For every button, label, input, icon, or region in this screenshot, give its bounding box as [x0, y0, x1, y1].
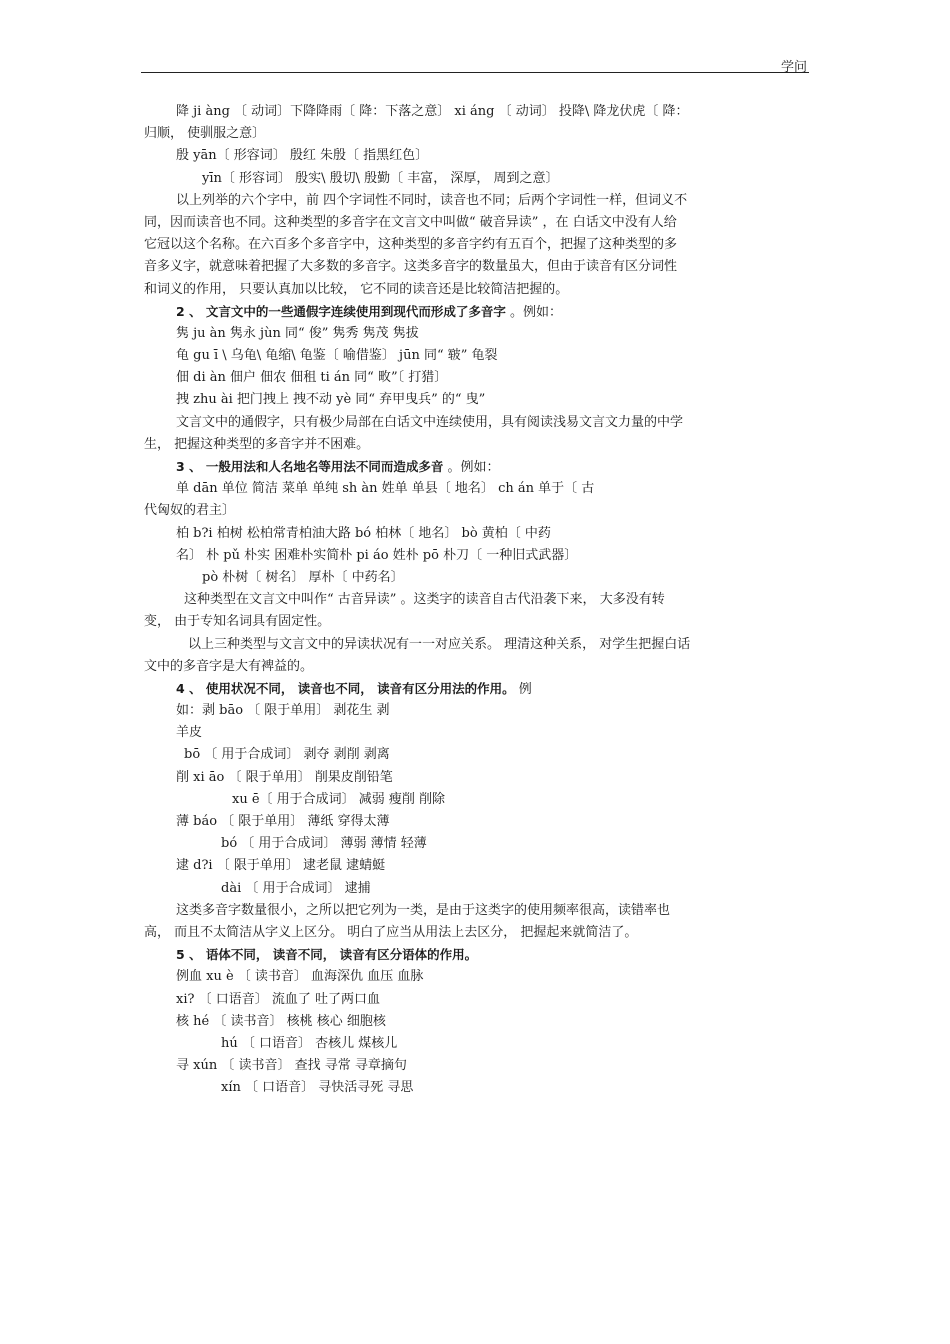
section-heading — [144, 301, 808, 323]
line-tail: 例 — [514, 681, 532, 697]
line-text: 佃 di àn 佃户 佃农 佃租 ti án 同“ 畋”〔 打猎〕 — [176, 370, 448, 386]
text-line — [144, 434, 808, 456]
text-line — [144, 1055, 808, 1077]
line-text: 和词义的作用， 只要认真加以比较， 它不同的读音还是比较简洁把握的。 — [144, 281, 569, 297]
line-text: 龟 gu ī \ 乌龟\ 龟缩\ 龟鉴〔 喻借鉴〕 jūn 同“ 皲” 龟裂 — [176, 348, 498, 364]
text-line — [144, 855, 808, 877]
text-line — [144, 367, 808, 389]
header-title: 学问 — [780, 60, 807, 75]
section-heading — [144, 678, 808, 700]
line-text: 这种类型在文言文中叫作“ 古音异读” 。这类字的读音自古代沿袭下来， 大多没有转 — [184, 592, 665, 608]
text-line — [144, 656, 808, 678]
text-line — [144, 145, 808, 167]
line-text: 逮 d?i 〔 限于单用〕 逮老鼠 逮蜻蜓 — [176, 858, 386, 874]
line-text: 以上三种类型与文言文中的异读状况有一一对应关系。 理清这种关系， 对学生把握白话 — [188, 636, 691, 652]
line-text: 隽 ju àn 隽永 jùn 同“ 俊” 隽秀 隽茂 隽拔 — [176, 325, 419, 341]
text-line — [144, 478, 808, 500]
text-line — [144, 611, 808, 633]
text-line — [144, 744, 808, 766]
text-line — [144, 234, 808, 256]
line-text: 寻 xún 〔 读书音〕 查找 寻常 寻章摘句 — [176, 1058, 407, 1074]
header-rule — [141, 72, 809, 73]
text-line — [144, 833, 808, 855]
line-text: 如：剥 bāo 〔 限于单用〕 剥花生 剥 — [176, 703, 390, 719]
line-text: xín 〔 口语音〕 寻快活寻死 寻思 — [221, 1080, 414, 1096]
text-line — [144, 500, 808, 522]
text-line — [144, 878, 808, 900]
section-heading — [144, 456, 808, 478]
line-text: 代匈奴的君主〕 — [144, 503, 236, 519]
line-text: 削 xi āo 〔 限于单用〕 削果皮削铅笔 — [176, 769, 393, 785]
text-line — [144, 523, 808, 545]
line-text: 变， 由于专知名词具有固定性。 — [144, 614, 331, 630]
line-tail: 。例如： — [443, 460, 500, 475]
line-text: 它冠以这个名称。在六百多个多音字中，这种类型的多音字约有五百个，把握了这种类型的多 — [144, 237, 678, 253]
text-line — [144, 168, 808, 190]
text-line — [144, 256, 808, 278]
text-line — [144, 101, 808, 123]
text-line — [144, 279, 808, 301]
heading-text: 2 、 文言文中的一些通假字连续使用到现代而形成了多音字 — [176, 303, 506, 319]
line-text: 音多义字，就意味着把握了大多数的多音字。这类多音字的数量虽大，但由于读音有区分词性 — [144, 259, 678, 275]
text-line — [144, 767, 808, 789]
text-line — [144, 789, 808, 811]
line-text: 降 ji àng 〔 动词〕下降降雨〔 降：下落之意〕 xi áng 〔 动词〕 投降\ 降龙伏虎〔 降： — [176, 104, 689, 119]
line-text: 以上列举的六个字中，前 四个字词性不同时，读音也不同；后两个字词性一样，但词义不 — [176, 192, 688, 208]
line-text: xi? 〔 口语音〕 流血了 吐了两口血 — [176, 991, 380, 1007]
line-text: hú 〔 口语音〕 杏核儿 煤核儿 — [221, 1035, 398, 1051]
text-line — [144, 345, 808, 367]
text-line — [144, 922, 808, 944]
text-line — [144, 1011, 808, 1033]
line-text: 文中的多音字是大有裨益的。 — [144, 658, 314, 674]
text-line — [144, 412, 808, 434]
text-line — [144, 989, 808, 1011]
line-text: 羊皮 — [176, 725, 203, 741]
line-text: dài 〔 用于合成词〕 逮捕 — [221, 880, 371, 896]
text-line — [144, 1033, 808, 1055]
text-line — [144, 811, 808, 833]
line-text: 归顺， 使驯服之意〕 — [144, 126, 266, 142]
line-text: 薄 báo 〔 限于单用〕 薄纸 穿得太薄 — [176, 814, 390, 829]
text-line — [144, 545, 808, 567]
line-text: 单 dān 单位 简洁 菜单 单纯 sh àn 姓单 单县〔 地名〕 ch án 单于〔 古 — [176, 481, 595, 497]
text-line — [144, 212, 808, 234]
text-line — [144, 634, 808, 656]
text-line — [144, 900, 808, 922]
line-tail: 。例如： — [505, 304, 563, 320]
line-text: yīn〔 形容词〕 殷实\ 殷切\ 殷勤〔 丰富， 深厚， 周到之意〕 — [202, 170, 559, 186]
line-text: 拽 zhu ài 把门拽上 拽不动 yè 同“ 弃甲曳兵” 的“ 曳” — [176, 392, 486, 408]
line-text: bō 〔 用于合成词〕 剥夺 剥削 剥离 — [184, 747, 390, 763]
heading-text: 4 、 使用状况不同， 读音也不同， 读音有区分用法的作用。 — [176, 680, 515, 696]
text-line — [144, 567, 808, 589]
line-text: 文言文中的通假字，只有极少局部在白话文中连续使用，具有阅读浅易文言文力量的中学 — [176, 414, 684, 430]
text-line — [144, 389, 808, 411]
line-text: 高， 而且不太简洁从字义上区分。 明白了应当从用法上去区分， 把握起来就简洁了。 — [144, 924, 638, 940]
section-heading — [144, 944, 808, 966]
line-text: 柏 b?i 柏树 松柏常青柏油大路 bó 柏林〔 地名〕 bò 黄柏〔 中药 — [176, 525, 551, 541]
text-line — [144, 700, 808, 722]
heading-text: 5 、 语体不同， 读音不同， 读音有区分语体的作用。 — [176, 947, 478, 963]
line-text: 生， 把握这种类型的多音字并不困难。 — [144, 436, 370, 452]
line-text: 名〕 朴 pǔ 朴实 困难朴实简朴 pi áo 姓朴 pō 朴刀〔 一种旧式武器〕 — [176, 547, 578, 563]
line-text: 核 hé 〔 读书音〕 核桃 核心 细胞核 — [176, 1013, 386, 1029]
document-body — [144, 101, 808, 1099]
heading-text: 3 、 一般用法和人名地名等用法不同而造成多音 — [176, 459, 444, 474]
line-text: bó 〔 用于合成词〕 薄弱 薄情 轻薄 — [221, 836, 427, 852]
text-line — [144, 1077, 808, 1099]
text-line — [144, 190, 808, 212]
text-line — [144, 589, 808, 611]
line-text: xu ē〔 用于合成词〕 减弱 瘦削 削除 — [232, 791, 446, 807]
text-line — [144, 323, 808, 345]
line-text: pò 朴树〔 树名〕 厚朴〔 中药名〕 — [202, 569, 404, 585]
text-line — [144, 722, 808, 744]
line-text: 同，因而读音也不同。这种类型的多音字在文言文中叫做“ 破音异读” ，在 白话文中没有人给 — [144, 214, 677, 230]
line-text: 殷 yān〔 形容词〕 殷红 朱殷〔 指黑红色〕 — [176, 148, 429, 164]
text-line — [144, 966, 808, 988]
text-line — [144, 123, 808, 145]
line-text: 例血 xu è 〔 读书音〕 血海深仇 血压 血脉 — [176, 969, 424, 985]
line-text: 这类多音字数量很小，之所以把它列为一类，是由于这类字的使用频率很高，读错率也 — [176, 902, 671, 918]
